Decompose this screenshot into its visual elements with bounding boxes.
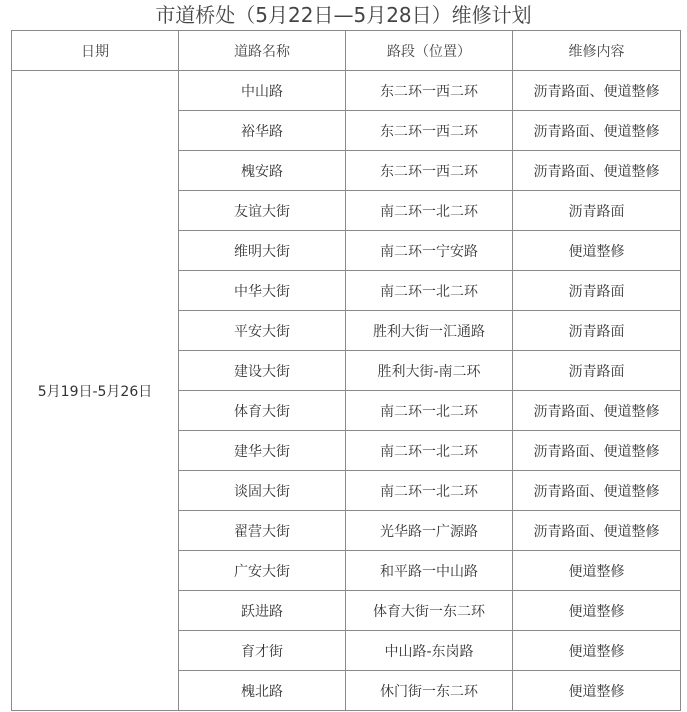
header-content: 维修内容 — [513, 31, 681, 71]
date-range-cell: 5月19日-5月26日 — [12, 71, 179, 711]
road-name-cell: 跃进路 — [179, 591, 346, 631]
content-cell: 沥青路面、便道整修 — [513, 391, 681, 431]
table-header-row — [12, 31, 681, 71]
segment-cell: 东二环一西二环 — [346, 71, 513, 111]
table-row — [12, 71, 681, 111]
header-segment: 路段（位置） — [346, 31, 513, 71]
content-cell: 沥青路面、便道整修 — [513, 71, 681, 111]
segment-cell: 南二环一北二环 — [346, 191, 513, 231]
page-title: 市道桥处（5月22日—5月28日）维修计划 — [155, 3, 532, 27]
road-name-cell: 中山路 — [179, 71, 346, 111]
segment-cell: 南二环一宁安路 — [346, 231, 513, 271]
content-cell: 沥青路面 — [513, 191, 681, 231]
road-name-cell: 槐北路 — [179, 671, 346, 711]
maintenance-plan-table — [11, 30, 681, 711]
content-cell: 沥青路面、便道整修 — [513, 151, 681, 191]
road-name-cell: 翟营大街 — [179, 511, 346, 551]
road-name-cell: 建设大街 — [179, 351, 346, 391]
road-name-cell: 维明大街 — [179, 231, 346, 271]
segment-cell: 南二环一北二环 — [346, 271, 513, 311]
road-name-cell: 建华大街 — [179, 431, 346, 471]
segment-cell: 胜利大街一汇通路 — [346, 311, 513, 351]
content-cell: 便道整修 — [513, 231, 681, 271]
segment-cell: 光华路一广源路 — [346, 511, 513, 551]
content-cell: 沥青路面 — [513, 311, 681, 351]
road-name-cell: 谈固大街 — [179, 471, 346, 511]
road-name-cell: 平安大街 — [179, 311, 346, 351]
segment-cell: 南二环一北二环 — [346, 391, 513, 431]
content-cell: 便道整修 — [513, 631, 681, 671]
content-cell: 沥青路面、便道整修 — [513, 511, 681, 551]
road-name-cell: 友谊大街 — [179, 191, 346, 231]
road-name-cell: 育才街 — [179, 631, 346, 671]
road-name-cell: 广安大街 — [179, 551, 346, 591]
content-cell: 沥青路面 — [513, 271, 681, 311]
content-cell: 沥青路面、便道整修 — [513, 471, 681, 511]
content-cell: 便道整修 — [513, 671, 681, 711]
road-name-cell: 裕华路 — [179, 111, 346, 151]
header-date: 日期 — [12, 31, 179, 71]
header-road-name: 道路名称 — [179, 31, 346, 71]
segment-cell: 休门街一东二环 — [346, 671, 513, 711]
segment-cell: 东二环一西二环 — [346, 151, 513, 191]
segment-cell: 南二环一北二环 — [346, 431, 513, 471]
content-cell: 便道整修 — [513, 551, 681, 591]
road-name-cell: 体育大街 — [179, 391, 346, 431]
segment-cell: 和平路一中山路 — [346, 551, 513, 591]
road-name-cell: 中华大街 — [179, 271, 346, 311]
segment-cell: 中山路-东岗路 — [346, 631, 513, 671]
content-cell: 沥青路面、便道整修 — [513, 111, 681, 151]
road-name-cell: 槐安路 — [179, 151, 346, 191]
segment-cell: 东二环一西二环 — [346, 111, 513, 151]
segment-cell: 南二环一北二环 — [346, 471, 513, 511]
segment-cell: 体育大街一东二环 — [346, 591, 513, 631]
segment-cell: 胜利大街-南二环 — [346, 351, 513, 391]
content-cell: 便道整修 — [513, 591, 681, 631]
table-body — [12, 71, 681, 711]
content-cell: 沥青路面 — [513, 351, 681, 391]
content-cell: 沥青路面、便道整修 — [513, 431, 681, 471]
